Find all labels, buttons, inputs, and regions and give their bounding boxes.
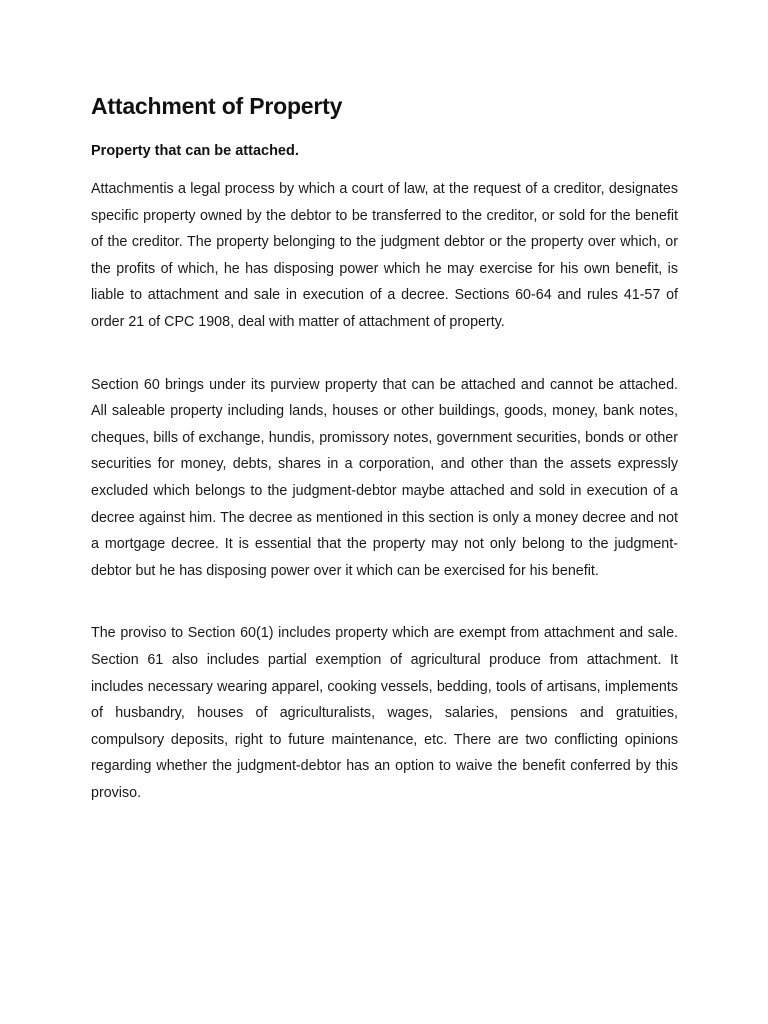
paragraph-proviso-exemptions: The proviso to Section 60(1) includes property which are exempt from attachment and sale. Section 61 also includes partial exemption of agricultural produce from attachment. It includes necessary wearing apparel, cooking vessels, bedding, tools of artisans, implements of husbandry, houses of agriculturalists, wages, salaries, pensions and gratuities, compulsory deposits, right to future maintenance, etc. There are two conflicting opinions regarding whether the judgment-debtor has an option to waive the benefit conferred by this proviso. [91,625,678,801]
paragraph-attachment-definition: Attachmentis a legal process by which a court of law, at the request of a creditor, designates specific property owned by the debtor to be transferred to the creditor, or sold for the benefit of the creditor. The property belonging to the judgment debtor or the property over which, or the profits of which, he has disposing power which he may exercise for his own benefit, is liable to attachment and sale in execution of a decree. Sections 60-64 and rules 41-57 of order 21 of CPC 1908, deal with matter of attachment of property. [91,181,678,330]
document-title: Attachment of Property [91,93,343,119]
paragraph-section-60: Section 60 brings under its purview property that can be attached and cannot be attached. All saleable property including lands, houses or other buildings, goods, money, bank notes, cheques, bills of exchange, hundis, promissory notes, government securities, bonds or other securities for money, debts, shares in a corporation, and other than the assets expressly excluded which belongs to the judgment-debtor maybe attached and sold in execution of a decree against him. The decree as mentioned in this section is only a money decree and not a mortgage decree. It is essential that the property may not only belong to the judgment-debtor but he has disposing power over it which can be exercised for his benefit. [91,376,678,579]
section-subheading: Property that can be attached. [91,143,299,159]
document-content [91,88,678,842]
